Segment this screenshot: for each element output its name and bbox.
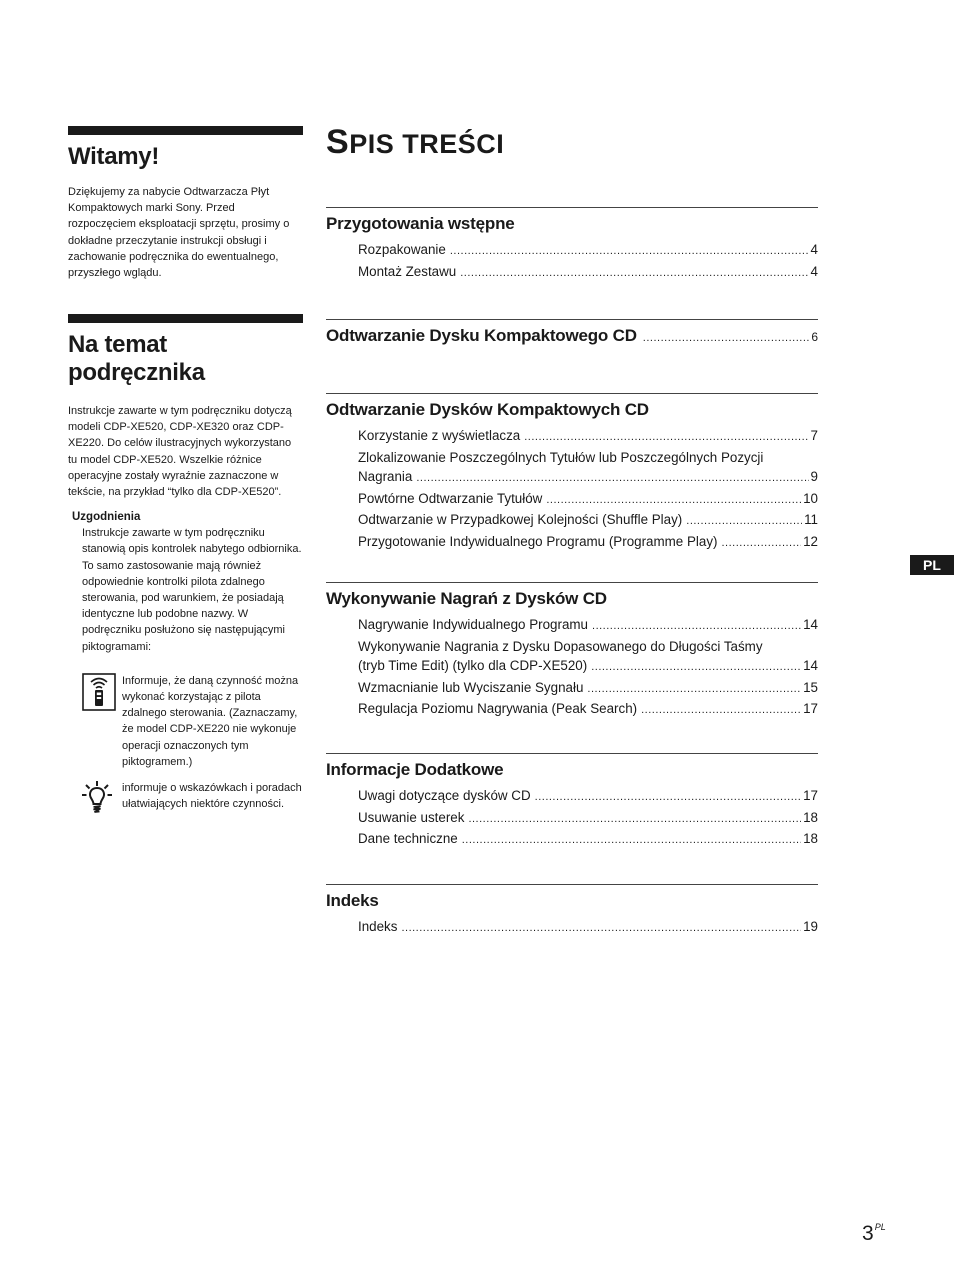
welcome-title: Witamy!	[68, 143, 160, 170]
entry-page: 14	[803, 617, 818, 632]
dot-leader	[686, 512, 802, 532]
entry-label: Dane techniczne	[358, 831, 458, 847]
section-title: Indeks	[326, 891, 379, 910]
toc-section-additional-info	[326, 753, 818, 851]
language-tab: PL	[910, 555, 954, 575]
toc-section-playback	[326, 319, 818, 347]
lightbulb-tip-icon	[82, 780, 122, 821]
remote-control-icon	[82, 673, 122, 770]
section-entries	[358, 426, 818, 554]
dot-leader	[468, 810, 801, 830]
dot-leader	[401, 919, 801, 939]
entry-page: 4	[810, 263, 818, 279]
section-entries	[358, 240, 818, 283]
tip-note-row	[82, 780, 303, 821]
toc-entry[interactable]	[358, 426, 818, 448]
dot-leader	[535, 788, 801, 808]
entry-label: Wzmacnianie lub Wyciszanie Sygnału	[358, 679, 584, 695]
section-title: Informacje Dodatkowe	[326, 760, 504, 779]
entry-label: Montaż Zestawu	[358, 263, 457, 279]
entry-label: Powtórne Odtwarzanie Tytułów	[358, 490, 543, 506]
entry-page: 19	[803, 919, 818, 934]
toc-section-recording	[326, 582, 818, 721]
toc-entry[interactable]	[358, 262, 818, 284]
entry-label: Indeks	[358, 919, 398, 934]
toc-title-block	[326, 122, 818, 164]
entry-label: Przygotowanie Indywidualnego Programu (Programme Play)	[358, 533, 718, 549]
toc-entry[interactable]	[358, 699, 818, 721]
toc-entry[interactable]	[358, 656, 818, 678]
dot-leader	[462, 831, 801, 851]
entry-label: Odtwarzanie w Przypadkowej Kolejności (Shuffle Play)	[358, 512, 683, 528]
toc-entry[interactable]	[358, 808, 818, 830]
entry-label: Usuwanie usterek	[358, 809, 465, 825]
toc-entry[interactable]	[358, 829, 818, 851]
entry-page: 15	[803, 679, 818, 695]
welcome-section	[68, 126, 303, 281]
section-title: Przygotowania wstępne	[326, 214, 515, 233]
toc-title-cap: S	[326, 123, 350, 161]
entry-label: Uwagi dotyczące dysków CD	[358, 788, 531, 803]
section-bar	[68, 126, 303, 135]
entry-page: 7	[810, 428, 818, 443]
page-number	[862, 1222, 886, 1246]
entry-label: Korzystanie z wyświetlacza	[358, 428, 521, 443]
toc-title	[326, 122, 818, 164]
toc-entry[interactable]	[358, 510, 818, 532]
toc-entry[interactable]	[358, 532, 818, 554]
toc-entry[interactable]	[326, 325, 818, 347]
dot-leader	[591, 658, 801, 678]
tip-note: informuje o wskazówkach i poradach ułatwiających niektóre czynności.	[122, 782, 302, 811]
section-entries	[358, 786, 818, 851]
toc-section-index	[326, 884, 818, 939]
remote-note: Informuje, że daną czynność można wykonać korzystając z pilota zdalnego sterowania. (Zaznaczamy, że model CDP-XE220 nie wykonuje operacji oznaczonych tym piktogramem.)	[122, 674, 299, 768]
manual-title: Na temat podręcznika	[68, 331, 205, 386]
dot-leader	[450, 242, 809, 262]
entry-page: 14	[803, 658, 818, 674]
entry-page: 18	[803, 809, 818, 825]
entry-page: 11	[804, 512, 818, 528]
welcome-text: Dziękujemy za nabycie Odtwarzacza Płyt Kompaktowych marki Sony. Przed rozpoczęciem eksploatacji sprzętu, prosimy o dokładne przeczytanie instrukcji obsługi i zachowanie podręcznika do ewentualnego, przyszłego wglądu.	[68, 186, 290, 280]
dot-leader	[643, 332, 810, 344]
entry-page: 12	[803, 533, 818, 549]
section-title: Odtwarzanie Dysków Kompaktowych CD	[326, 400, 649, 419]
manual-intro: Instrukcje zawarte w tym podręczniku dotyczą modeli CDP-XE520, CDP-XE320 oraz CDP-XE220. Do celów ilustracyjnych wykorzystano tu model CDP-XE520. Wszelkie różnice operacyjne zostały wyraźnie zaznaczone w tekście, na przykład “tylko dla CDP-XE520”.	[68, 405, 292, 499]
toc-section-preparation	[326, 207, 818, 283]
toc-entry[interactable]	[358, 678, 818, 700]
dot-leader	[641, 701, 801, 721]
dot-leader	[592, 617, 801, 637]
dot-leader	[587, 680, 801, 700]
entry-page: 17	[803, 788, 818, 803]
toc-entry-line1[interactable]: Wykonywanie Nagrania z Dysku Dopasowanego do Długości Taśmy	[358, 638, 763, 654]
entry-label: Nagrywanie Indywidualnego Programu	[358, 617, 589, 632]
toc-entry-line1[interactable]: Zlokalizowanie Poszczególnych Tytułów lub Poszczególnych Pozycji	[358, 449, 764, 465]
dot-leader	[460, 264, 808, 284]
entry-label: Rozpakowanie	[358, 242, 446, 257]
section-bar	[68, 314, 303, 323]
page-number-suffix: PL	[874, 1222, 886, 1232]
page-number-value: 3	[862, 1222, 874, 1245]
toc-title-rest: PIS TREŚCI	[349, 129, 505, 159]
entry-page: 6	[811, 330, 818, 344]
entry-page: 4	[810, 242, 818, 257]
section-title: Wykonywanie Nagrań z Dysków CD	[326, 589, 607, 608]
section-entries	[358, 615, 818, 721]
conventions-text: Instrukcje zawarte w tym podręczniku stanowią opis kontrolek nabytego odbiornika. To samo zastosowanie mają również odpowiednie kontrolki pilota zdalnego sterowania, pod warunkiem, że posiadają identyczne lub podobne nazwy. W podręczniku posłużono się następującymi piktogramami:	[82, 527, 302, 653]
toc-entry[interactable]	[358, 917, 818, 939]
toc-entry[interactable]	[358, 240, 818, 262]
dot-leader	[524, 428, 808, 448]
toc-entry[interactable]	[358, 489, 818, 511]
manual-section	[68, 314, 303, 821]
dot-leader	[416, 469, 808, 489]
toc-section-playback-multi	[326, 393, 818, 554]
entry-page: 10	[803, 490, 818, 506]
entry-label: Regulacja Poziomu Nagrywania (Peak Search)	[358, 701, 638, 717]
conventions-title: Uzgodnienia	[72, 511, 141, 524]
toc-entry[interactable]	[358, 467, 818, 489]
entry-page: 9	[810, 469, 818, 485]
entry-page: 18	[803, 831, 818, 847]
entry-label: Nagrania	[358, 469, 413, 485]
dot-leader	[546, 491, 801, 511]
toc-entry[interactable]	[358, 615, 818, 637]
section-title: Odtwarzanie Dysku Kompaktowego CD	[326, 326, 637, 345]
remote-note-row	[82, 673, 303, 770]
section-entries	[358, 917, 818, 939]
entry-page: 17	[803, 701, 818, 717]
entry-label: (tryb Time Edit) (tylko dla CDP-XE520)	[358, 658, 588, 674]
dot-leader	[721, 534, 801, 554]
toc-entry[interactable]	[358, 786, 818, 808]
